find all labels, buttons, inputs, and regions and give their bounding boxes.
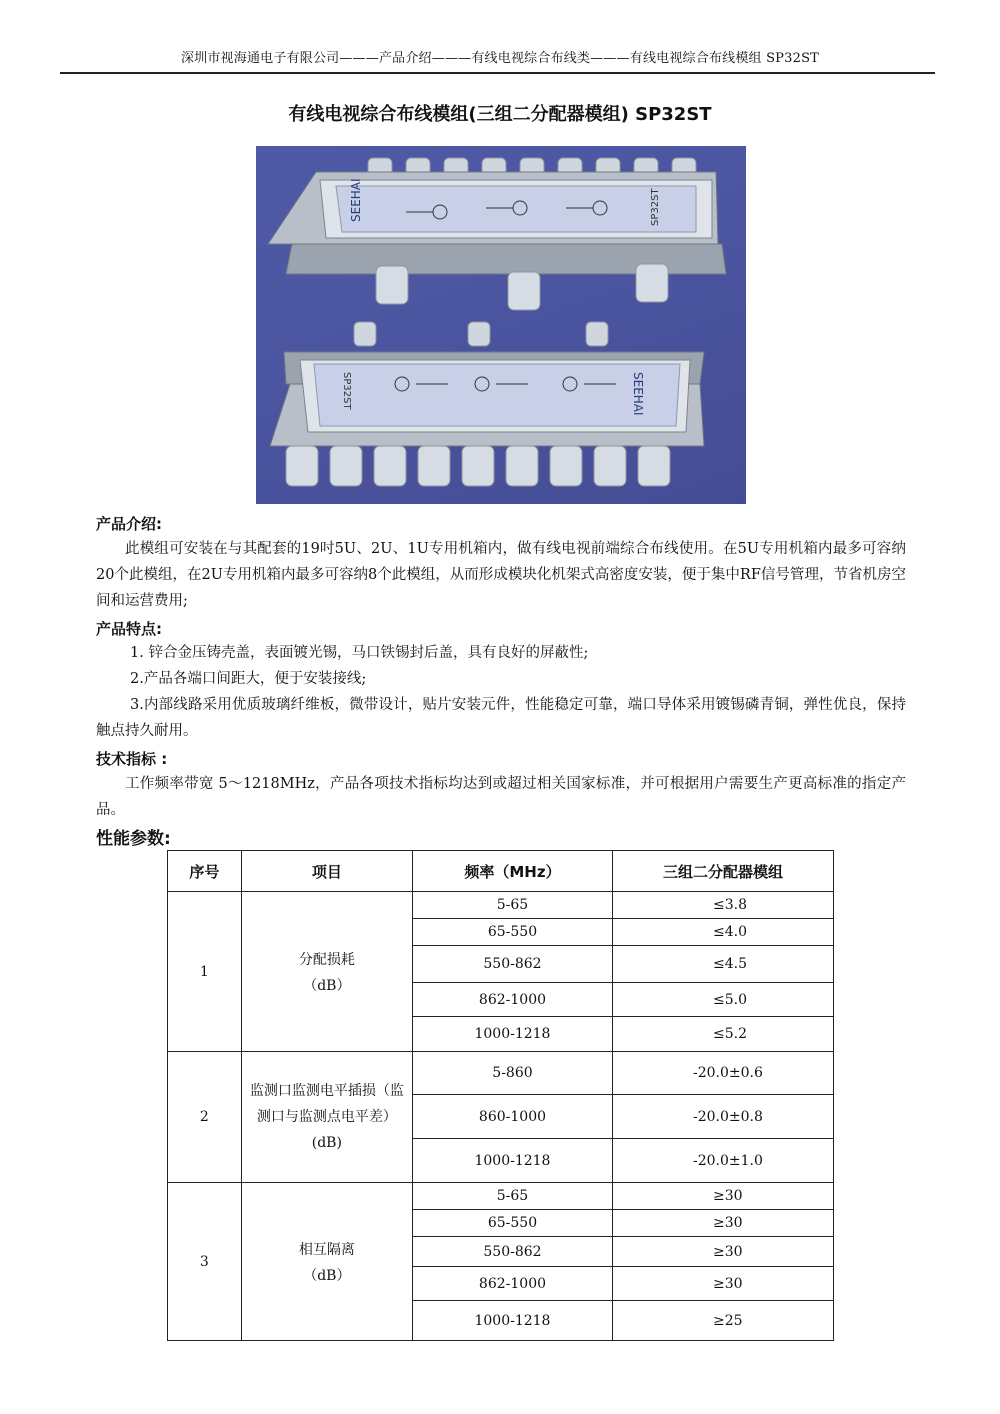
feature-item: 2.产品各端口间距大，便于安装接线; (130, 671, 367, 687)
col-header-value: 三组二分配器模组 (612, 851, 833, 892)
freq-cell: 1000-1218 (412, 1301, 612, 1341)
value-cell: ≥30 (612, 1183, 833, 1210)
item-cell (241, 892, 412, 1052)
item-unit: （dB） (303, 1267, 351, 1284)
performance-table (167, 850, 834, 1341)
table-row (168, 1183, 834, 1210)
product-photo (256, 146, 746, 504)
value-cell: ≥30 (612, 1237, 833, 1267)
freq-cell: 550-862 (412, 1237, 612, 1267)
value-cell: ≤4.0 (612, 919, 833, 946)
value-cell: ≥30 (612, 1210, 833, 1237)
value-cell: ≤5.0 (612, 983, 833, 1017)
table-row (168, 1052, 834, 1095)
value-cell: ≤4.5 (612, 946, 833, 983)
row-number: 2 (168, 1052, 242, 1183)
value-cell: -20.0±1.0 (612, 1139, 833, 1183)
col-header-frequency: 频率（MHz） (412, 851, 612, 892)
col-header-no: 序号 (168, 851, 242, 892)
header-divider (60, 72, 935, 74)
value-cell: -20.0±0.6 (612, 1052, 833, 1095)
lower-brand-label: SEEHAI (631, 372, 645, 416)
item-name: 相互隔离 (298, 1241, 355, 1258)
freq-cell: 65-550 (412, 1210, 612, 1237)
value-cell: ≥30 (612, 1267, 833, 1301)
item-name: 分配损耗 (298, 951, 355, 968)
page-title: 有线电视综合布线模组(三组二分配器模组) SP32ST (288, 104, 712, 125)
freq-cell: 860-1000 (412, 1095, 612, 1139)
item-name: 监测口监测电平插损（监测口与监测点电平差）(dB) (249, 1083, 404, 1151)
value-cell: ≤5.2 (612, 1017, 833, 1052)
freq-cell: 550-862 (412, 946, 612, 983)
freq-cell: 5-65 (412, 1183, 612, 1210)
page-header: 深圳市视海通电子有限公司———产品介绍———有线电视综合布线类———有线电视综合布线模组 SP32ST (180, 51, 820, 66)
freq-cell: 5-65 (412, 892, 612, 919)
freq-cell: 5-860 (412, 1052, 612, 1095)
item-unit: （dB） (303, 977, 351, 994)
tech-text: 工作频率带宽 5～1218MHz，产品各项技术指标均达到或超过相关国家标准，并可根据用户需要生产更高标准的指定产品。 (96, 776, 906, 818)
value-cell: -20.0±0.8 (612, 1095, 833, 1139)
product-illustration (256, 146, 746, 504)
intro-text: 此模组可安装在与其配套的19吋5U、2U、1U专用机箱内，做有线电视前端综合布线使用。在5U专用机箱内最多可容纳20个此模组，在2U专用机箱内最多可容纳8个此模组，从而形成模块化机架式高密度安装，便于集中RF信号管理，节省机房空间和运营费用; (96, 541, 906, 609)
freq-cell: 862-1000 (412, 1267, 612, 1301)
freq-cell: 1000-1218 (412, 1139, 612, 1183)
freq-cell: 1000-1218 (412, 1017, 612, 1052)
feature-item: 3.内部线路采用优质玻璃纤维板，微带设计，贴片安装元件，性能稳定可靠，端口导体采用镀锡磷青铜，弹性优良，保持触点持久耐用。 (96, 697, 906, 739)
feature-item: 1. 锌合金压铸壳盖，表面镀光锡，马口铁锡封后盖，具有良好的屏蔽性; (130, 645, 589, 661)
intro-heading: 产品介绍: (96, 515, 162, 533)
freq-cell: 65-550 (412, 919, 612, 946)
item-cell (241, 1183, 412, 1341)
tech-heading: 技术指标 : (96, 750, 168, 768)
performance-heading: 性能参数: (96, 829, 171, 849)
value-cell: ≥25 (612, 1301, 833, 1341)
table-header-row (168, 851, 834, 892)
table-row (168, 892, 834, 919)
row-number: 1 (168, 892, 242, 1052)
item-cell (241, 1052, 412, 1183)
upper-brand-label: SEEHAI (349, 178, 363, 222)
freq-cell: 862-1000 (412, 983, 612, 1017)
row-number: 3 (168, 1183, 242, 1341)
value-cell: ≤3.8 (612, 892, 833, 919)
col-header-item: 项目 (241, 851, 412, 892)
upper-model-label: SP32ST (650, 188, 661, 226)
features-heading: 产品特点: (96, 620, 162, 638)
lower-model-label: SP32ST (341, 372, 352, 410)
